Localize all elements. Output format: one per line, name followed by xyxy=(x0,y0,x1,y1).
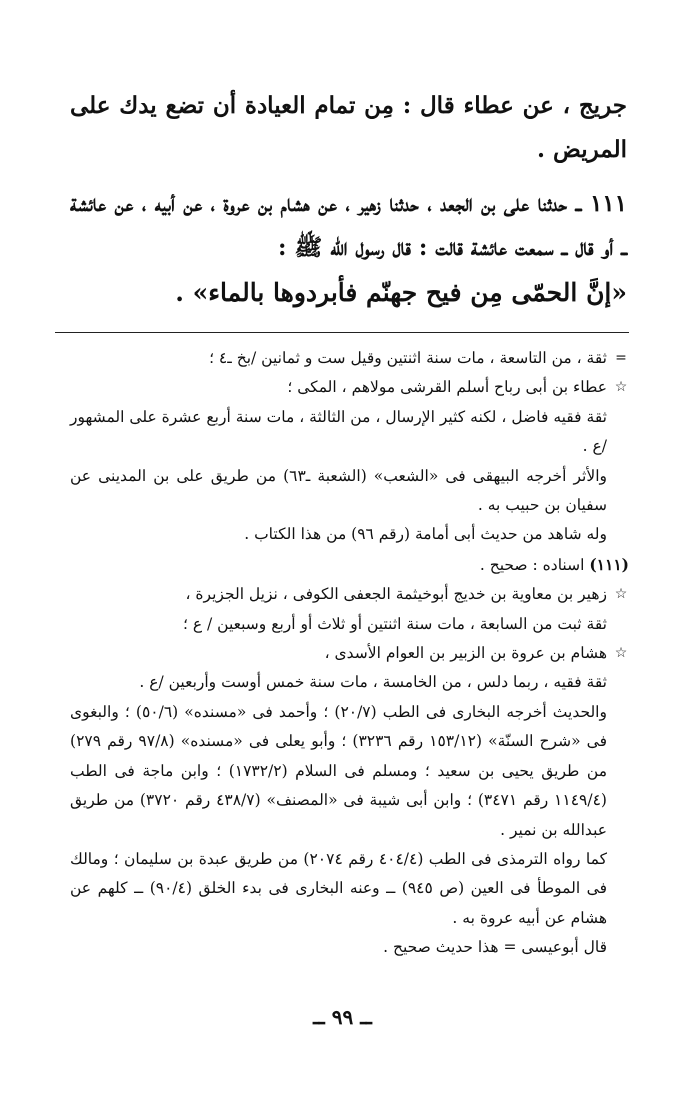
footnote-line xyxy=(70,610,629,639)
footnote-line xyxy=(70,668,629,697)
page-number: ــ ٩٩ ــ xyxy=(313,1005,372,1029)
continuation-paragraph: جريج ، عن عطاء قال : مِن تمام العيادة أن تضع يدك على المريض . xyxy=(70,92,627,163)
footnote-text: قال أبوعيسى = هذا حديث صحيح . xyxy=(383,938,607,957)
footnote-line xyxy=(70,933,629,962)
star-marker-icon: ☆ xyxy=(614,645,628,662)
footnote-line xyxy=(70,344,629,373)
footnote-line xyxy=(70,462,629,521)
footnote-divider xyxy=(55,332,629,333)
hadith-number: (١١١) xyxy=(589,554,629,574)
footnote-line xyxy=(70,580,629,609)
footnote-line xyxy=(70,698,629,845)
footnote-text: زهير بن معاوية بن خديج أبوخيثمة الجعفى الكوفى ، نزيل الجزيرة ، xyxy=(185,585,607,604)
main-text xyxy=(70,84,627,316)
footnote-text: وله شاهد من حديث أبى أمامة (رقم ٩٦) من هذا الكتاب . xyxy=(244,525,607,544)
footnote-line xyxy=(70,403,629,462)
star-marker-icon: ☆ xyxy=(614,586,628,603)
footnote-line xyxy=(70,639,629,668)
footnote-text: والحديث أخرجه البخارى فى الطب (٢٠/٧) ؛ وأحمد فى «مسنده» (٥٠/٦) ؛ والبغوى فى «شرح السنّة» (١٥٣/١٢ رقم ٣٢٣٦) ؛ وأبو يعلى فى «مسنده» (٩٧/٨ رقم ٢٧٩) من طريق يحيى بن سعيد ؛ ومسلم فى السلام (١٧٣٢/٢) ؛ وابن ماجة فى الطب (١١٤٩/٤ رقم ٣٤٧١) ؛ وابن أبى شيبة فى «المصنف» (٤٣٨/٧ رقم ٣٧٢٠) من طريق عبدالله بن نمير . xyxy=(70,702,607,839)
hadith-matn: «إنَّ الحمّى مِن فيح جهنّم فأبردوها بالماء» . xyxy=(175,278,627,307)
footnotes xyxy=(70,344,629,963)
footnote-line xyxy=(70,520,629,549)
footnote-line xyxy=(70,550,629,580)
footnote-text: كما رواه الترمذى فى الطب (٤٠٤/٤ رقم ٢٠٧٤) من طريق عبدة بن سليمان ؛ ومالك فى الموطأ فى العين (ص ٩٤٥) ــ وعنه البخارى فى بدء الخلق (٩٠/٤) ــ كلهم عن هشام عن أبيه عروة به . xyxy=(70,849,607,927)
footnote-text: عطاء بن أبى رباح أسلم القرشى مولاهم ، المكى ؛ xyxy=(287,378,607,397)
footnote-line xyxy=(70,845,629,933)
footnote-text: ثقة فقيه ، ربما دلس ، من الخامسة ، مات سنة خمس أوست وأربعين /ع . xyxy=(139,673,607,692)
footnote-line xyxy=(70,373,629,402)
footnote-text: اسناده : صحيح . xyxy=(479,555,590,574)
footnote-text: ثقة ، من التاسعة ، مات سنة اثنتين وقيل ست و ثمانين /بخ ـ٤ ؛ xyxy=(209,349,607,367)
footnote-text: ثقة فقيه فاضل ، لكنه كثير الإرسال ، من الثالثة ، مات سنة أربع عشرة على المشهور /ع . xyxy=(70,407,607,456)
hadith-isnad: ١١١ ــ حدثنا على بن الجعد ، حدثنا زهير ، عن هشام بن عروة ، عن أبيه ، عن عائشة ــ أو قال ــ سمعت عائشة قالت : قال رسول الله ﷺ : xyxy=(70,190,627,261)
footnote-text: ثقة ثبت من السابعة ، مات سنة اثنتين أو ثلاث أو أربع وسبعين / ع ؛ xyxy=(182,614,607,633)
star-marker-icon: ☆ xyxy=(614,379,628,396)
footnote-text: هشام بن عروة بن الزبير بن العوام الأسدى ، xyxy=(324,644,607,663)
continuation-marker: = xyxy=(615,350,627,366)
footnote-text: والأثر أخرجه البيهقى فى «الشعب» (الشعبة ـ٦٣) من طريق على بن المدينى عن سفيان بن حبيب به . xyxy=(70,466,607,515)
